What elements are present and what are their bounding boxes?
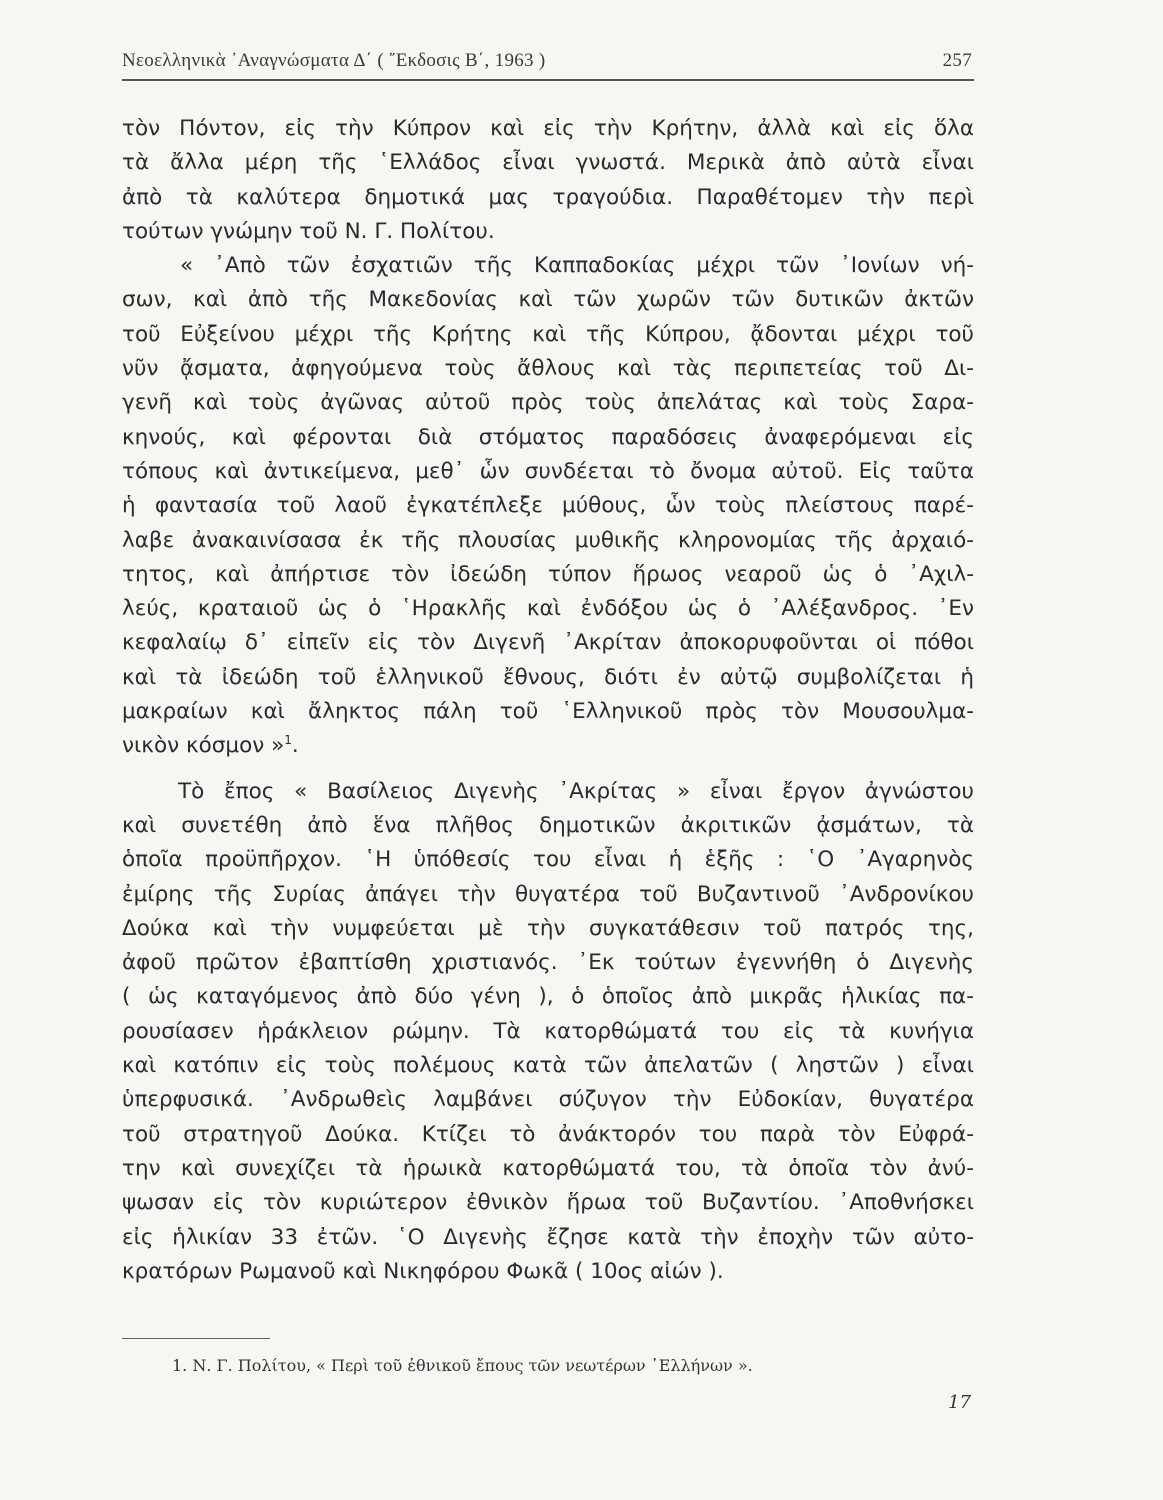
- header-rule: [122, 79, 974, 81]
- text-line: ἐμίρης τῆς Συρίας ἀπάγει τὴν θυγατέρα τοῦ Βυζαντινοῦ ᾿Ανδρονίκου: [122, 881, 974, 907]
- text-line: μακραίων καὶ ἄληκτος πάλη τοῦ ῾Ελληνικοῦ πρὸς τὸν Μουσουλμα-: [122, 699, 974, 725]
- text-line: « ᾿Απὸ τῶν ἐσχατιῶν τῆς Καππαδοκίας μέχρι τῶν ᾿Ιονίων νή-: [180, 253, 974, 279]
- text-line: ψωσαν εἰς τὸν κυριώτερον ἐθνικὸν ἥρωα τοῦ Βυζαντίου. ᾿Αποθνήσκει: [122, 1190, 974, 1216]
- running-header: [122, 44, 972, 78]
- text-line: καὶ κατόπιν εἰς τοὺς πολέμους κατὰ τῶν ἀπελατῶν ( ληστῶν ) εἶναι: [122, 1053, 974, 1079]
- text-line: τὰ ἄλλα μέρη τῆς ῾Ελλάδος εἶναι γνωστά. Μερικὰ ἀπὸ αὐτὰ εἶναι: [122, 150, 974, 176]
- text-line: τοῦ Εὐξείνου μέχρι τῆς Κρήτης καὶ τῆς Κύπρου, ᾄδονται μέχρι τοῦ: [122, 321, 974, 347]
- text-line: τητος, καὶ ἀπήρτισε τὸν ἰδεώδη τύπον ἥρωος νεαροῦ ὡς ὁ ᾿Αχιλ-: [122, 561, 974, 587]
- text-line: ὁποῖα προϋπῆρχον. ῾Η ὑπόθεσίς του εἶναι ἡ ἑξῆς : ῾Ο ᾿Αγαρηνὸς: [122, 847, 974, 873]
- text-line: καὶ τὰ ἰδεώδη τοῦ ἑλληνικοῦ ἔθνους, διότι ἐν αὐτῷ συμβολίζεται ἡ: [122, 664, 974, 690]
- signature-mark: 17: [948, 1392, 971, 1413]
- text-line-content: νικὸν κόσμον »: [122, 733, 285, 759]
- text-line: νῦν ᾄσματα, ἀφηγούμενα τοὺς ἄθλους καὶ τὰς περιπετείας τοῦ Δι-: [122, 356, 974, 382]
- text-line: ἀφοῦ πρῶτον ἐβαπτίσθη χριστιανός. ᾿Εκ τούτων ἐγεννήθη ὁ Διγενὴς: [122, 950, 974, 976]
- footnote-reference: 1: [284, 733, 292, 748]
- text-line: κεφαλαίῳ δ᾿ εἰπεῖν εἰς τὸν Διγενῆ ᾿Ακρίταν ἀποκορυφοῦνται οἱ πόθοι: [122, 630, 974, 656]
- text-line: ρουσίασεν ἡράκλειον ρώμην. Τὰ κατορθώματά του εἰς τὰ κυνήγια: [122, 1018, 974, 1044]
- text-line: τὸν Πόντον, εἰς τὴν Κύπρον καὶ εἰς τὴν Κρήτην, ἀλλὰ καὶ εἰς ὅλα: [122, 116, 974, 141]
- running-title: Νεοελληνικὰ ᾿Αναγνώσματα Δ΄ ( ῎Εκδοσις Β΄, 1963 ): [122, 50, 546, 71]
- text-line: τοῦ στρατηγοῦ Δούκα. Κτίζει τὸ ἀνάκτορόν του παρὰ τὸν Εὐφρά-: [122, 1121, 974, 1147]
- text-line: λεύς, κραταιοῦ ὡς ὁ ῾Ηρακλῆς καὶ ἐνδόξου ὡς ὁ ᾿Αλέξανδρος. ᾿Εν: [122, 596, 974, 622]
- footnote: 1. Ν. Γ. Πολίτου, « Περὶ τοῦ ἐθνικοῦ ἔπους τῶν νεωτέρων ῾Ελλήνων ».: [172, 1356, 753, 1375]
- text-line: εἰς ἡλικίαν 33 ἐτῶν. ῾Ο Διγενὴς ἔζησε κατὰ τὴν ἐποχὴν τῶν αὐτο-: [122, 1224, 974, 1250]
- text-line: λαβε ἀνακαινίσασα ἐκ τῆς πλουσίας μυθικῆς κληρονομίας τῆς ἀρχαιό-: [122, 527, 974, 553]
- text-line: ὑπερφυσικά. ᾿Ανδρωθεὶς λαμβάνει σύζυγον τὴν Εὐδοκίαν, θυγατέρα: [122, 1087, 974, 1113]
- text-line: ἀπὸ τὰ καλύτερα δημοτικά μας τραγούδια. Παραθέτομεν τὴν περὶ: [122, 184, 974, 210]
- paragraph-gap: [122, 764, 974, 775]
- footnote-rule: [122, 1338, 270, 1339]
- text-line: ἡ φαντασία τοῦ λαοῦ ἐγκατέπλεξε μύθους, ὧν τοὺς πλείστους παρέ-: [122, 493, 974, 519]
- body-text: [122, 112, 974, 1289]
- page-number: 257: [942, 50, 972, 71]
- text-line: ( ὡς καταγόμενος ἀπὸ δύο γένη ), ὁ ὁποῖος ἀπὸ μικρᾶς ἡλικίας πα-: [122, 984, 974, 1010]
- text-line: Δούκα καὶ τὴν νυμφεύεται μὲ τὴν συγκατάθεσιν τοῦ πατρός της,: [122, 915, 974, 941]
- text-line: κηνούς, καὶ φέρονται διὰ στόματος παραδόσεις ἀναφερόμεναι εἰς: [122, 424, 974, 450]
- text-line: καὶ συνετέθη ἀπὸ ἕνα πλῆθος δημοτικῶν ἀκριτικῶν ᾀσμάτων, τὰ: [122, 812, 974, 838]
- text-line: την καὶ συνεχίζει τὰ ἡρωικὰ κατορθώματά του, τὰ ὁποῖα τὸν ἀνύ-: [122, 1155, 974, 1181]
- text-line: γενῆ καὶ τοὺς ἀγῶνας αὐτοῦ πρὸς τοὺς ἀπελάτας καὶ τοὺς Σαρα-: [122, 390, 974, 416]
- text-line: τόπους καὶ ἀντικείμενα, μεθ᾿ ὧν συνδέεται τὸ ὄνομα αὐτοῦ. Εἰς ταῦτα: [122, 458, 974, 484]
- text-line: νικὸν κόσμον »$^1$.: [122, 733, 299, 759]
- text-line: σων, καὶ ἀπὸ τῆς Μακεδονίας καὶ τῶν χωρῶν τῶν δυτικῶν ἀκτῶν: [122, 287, 974, 313]
- text-line: κρατόρων Ρωμανοῦ καὶ Νικηφόρου Φωκᾶ ( 10ος αἰών ).: [122, 1258, 724, 1284]
- text-line: τούτων γνώμην τοῦ Ν. Γ. Πολίτου.: [122, 218, 495, 244]
- text-line: Τὸ ἔπος « Βασίλειος Διγενὴς ᾿Ακρίτας » εἶναι ἔργον ἀγνώστου: [178, 778, 974, 804]
